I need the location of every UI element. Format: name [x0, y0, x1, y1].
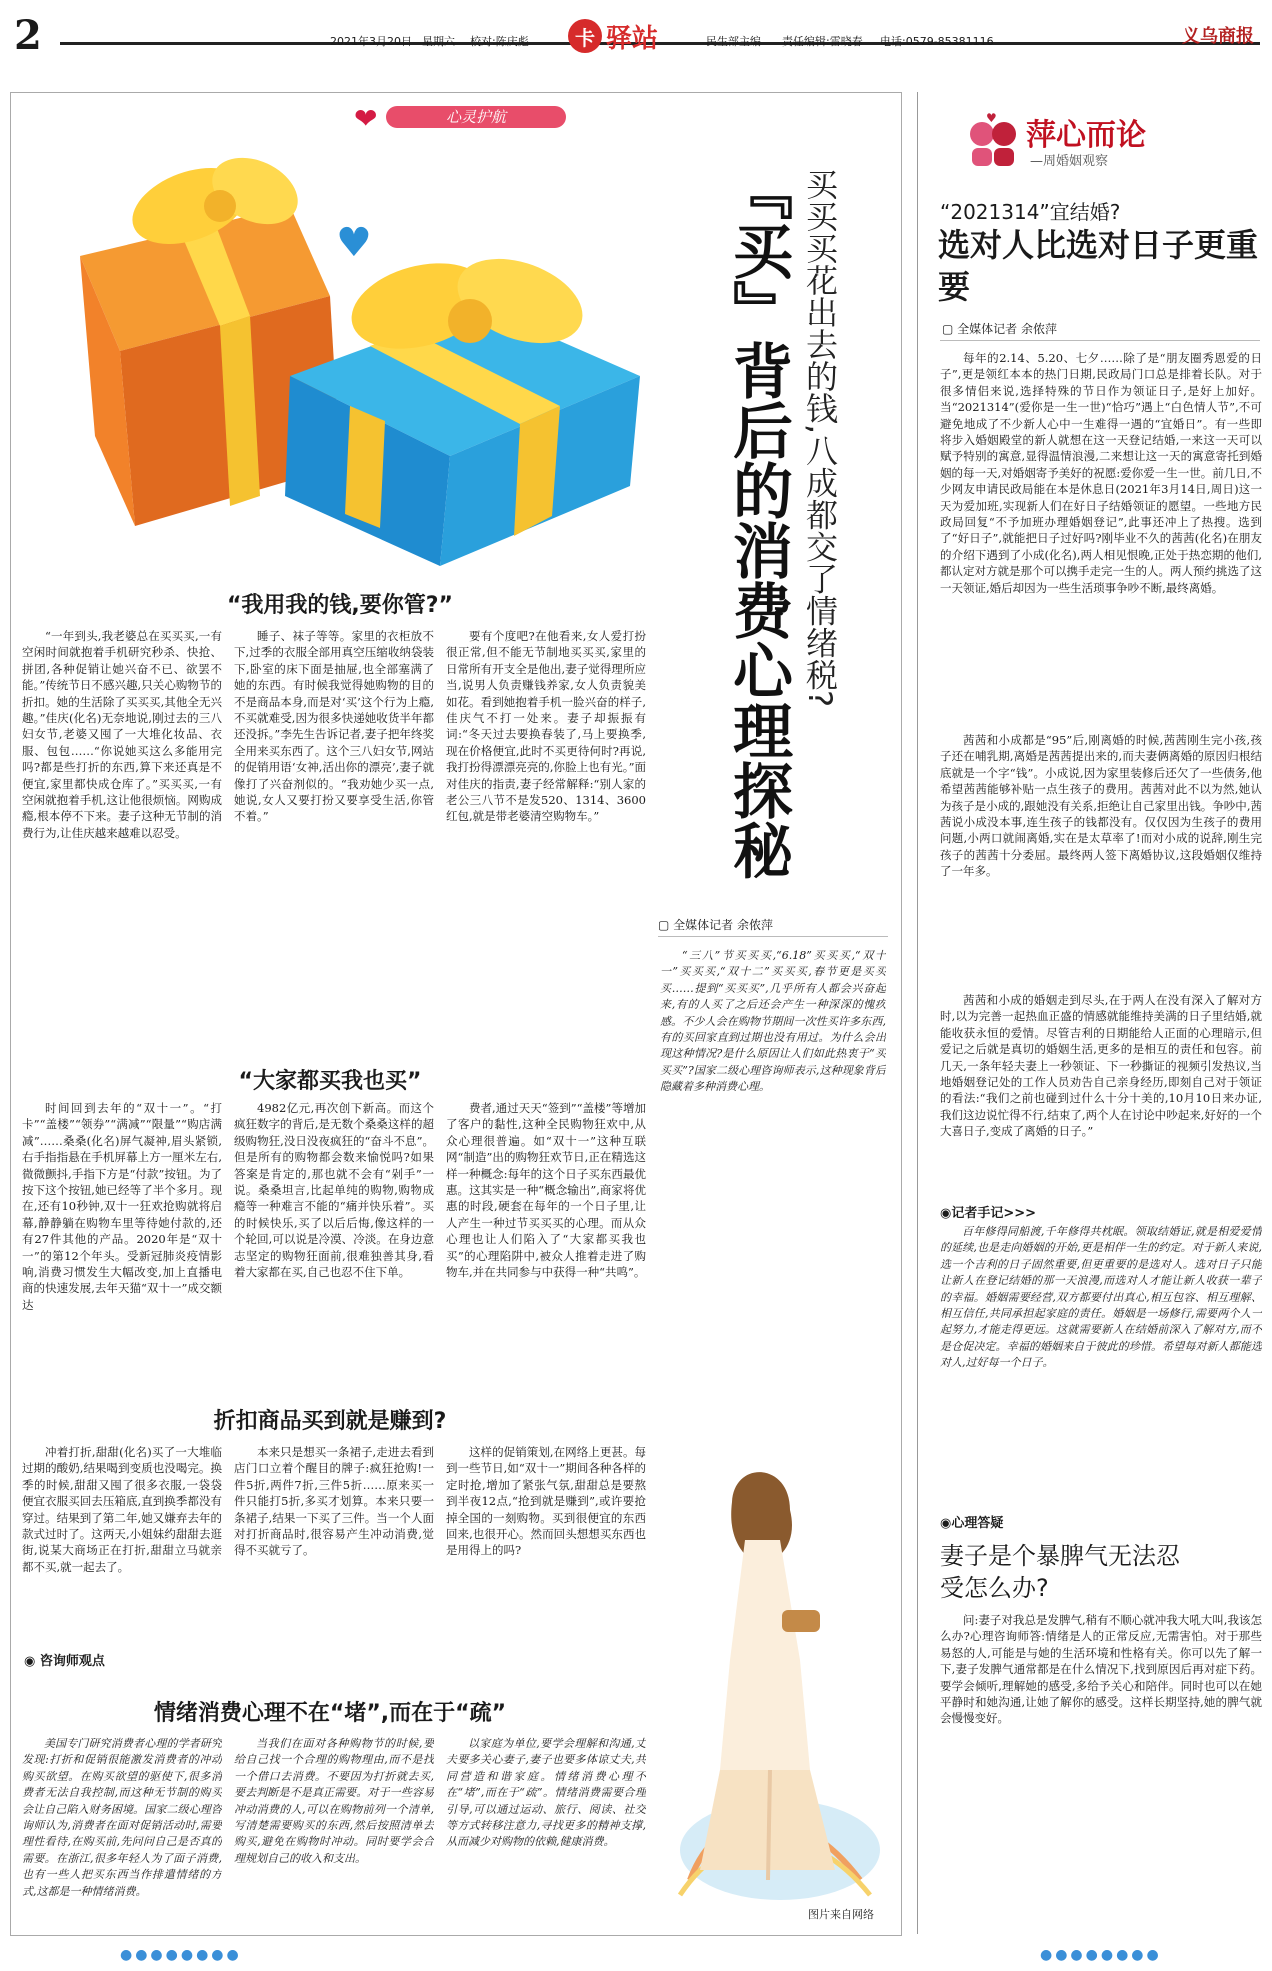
paper-logo: 义乌商报	[1182, 26, 1254, 47]
weekday: 星期六	[422, 35, 455, 48]
host: 民生部主编	[706, 35, 761, 48]
article-body: 每年的2.14、5.20、七夕……除了是“朋友圈秀恩爱的日子”,更是领红本本的热门日期,民政局门口总是排着长队。对于很多情侣来说,选择特殊的节日作为领证日子,是好上加好。当“2021314”(爱你是一生一世)“恰巧”遇上“白色情人节”,不可避免地成了不少新人心中一生难得一遇的“宜婚日”。有一些即将步入婚姻殿堂的新人就想在这一天登记结婚,一来这一天可以赋予特别的寓意,显得温情浪漫,二来想让这一天的寓意寄托到婚姻的每一天,对婚姻寄予美好的祝愿:爱你爱一生一世。前几日,不少网友申请民政局能在本是休息日(2021年3月14日,周日)这一天为爱加班,实现新人们在好日子结婚领证的愿望。一些地方民政局回复“不予加班办理婚姻登记”,此事还冲上了热搜。选到了“好日子”,就能把日子过好吗?刚毕业不久的茜茜(化名)在朋友的介绍下遇到了小成(化名),两人相见恨晚,正处于热恋期的他们,都认定对方就是那个可以携手走完一生的人。两人预约挑选了这一天领证,婚后却因为一些生活琐事争吵不断,最终离婚。	[940, 351, 1262, 595]
right-column-sub: —周婚姻观察	[1030, 154, 1109, 169]
phone: 电话:0579-85381116	[880, 35, 994, 48]
article-body: 茜茜和小成都是“95”后,刚离婚的时候,茜茜刚生完小孩,孩子还在哺乳期,离婚是茜茜提出来的,而夫妻俩离婚的原因归根结底就是一个字“钱”。小成说,因为家里装修后还欠了一些债务,他希望茜茜能够补贴一点生孩子的费用。茜茜对此不以为然,她认为孩子是小成的,跟她没有关系,拒绝让自己家里出钱。争吵中,茜茜说小成没本事,连生孩子的钱都没有。仅仅因为生孩子的费用问题,小两口就闹离婚,实在是太草率了!而对小成的说辞,刚生完孩子的茜茜十分委屈。最终两人签下离婚协议,这段婚姻仅维持了一年多。	[940, 733, 1262, 879]
section-body-col: 时间回到去年的“双十一”。“打卡”“盖楼”“领券”“满减”“限量”“购店满减”……桑桑(化名)屏气凝神,眉头紧锁,右手指指悬在手机屏幕上方一厘米左右,微微颤抖,手指下方是“付款”按钮。为了按下这个按钮,她已经等了半个多月。现在,还有10秒钟,双十一狂欢抢购就将启幕,静静躺在购物车里等待她付款的,还有27件其他的产品。2020年是“双十一”的第12个年头。受新冠肺炎疫情影响,消费习惯发生大幅改变,加上直播电商的快速发展,去年天猫“双十一”成交额达	[22, 1101, 222, 1312]
article-kicker: “2021314”宜结婚?	[940, 200, 1121, 224]
right-column-label: 萍心而论	[1026, 118, 1146, 153]
section-title: “大家都买我也买”	[238, 1069, 422, 1094]
section-body-col: “一年到头,我老婆总在买买买,一有空闲时间就抱着手机研究秒杀、快抢、拼团,各种促销让她兴奋不已、欲罢不能。”传统节日不感兴趣,只关心购物节的折扣。她的生活除了买买买,其他全无兴趣。”佳庆(化名)无奈地说,刚过去的三八妇女节,老婆又囤了一大堆化妆品、衣服、包包……“你说她买这么多能用完吗?都是些打折的东西,算下来还真是不便宜,家里都快成仓库了。”买买买,一有空闲就抱着手机,这让他很烦恼。网购成瘾,根本停不下来。妻子这种无节制的消费行为,让佳庆越来越难以忍受。	[22, 629, 222, 840]
article-title: 选对人比选对日子更重要	[938, 226, 1259, 306]
svg-text:♥: ♥	[986, 111, 997, 125]
proofreader: 校对:陈庆彪	[470, 35, 529, 48]
byline-rule	[658, 936, 888, 937]
qa-title: 妻子是个暴脾气无法忍受怎么办?	[940, 1542, 1180, 1602]
byline-rule	[940, 340, 1260, 341]
footer-dots: ●●●●●●●●	[1040, 1947, 1162, 1963]
woman-illustration	[650, 1440, 890, 1920]
section-body-col: 本来只是想买一条裙子,走进去看到店门口立着个醒目的牌子:疯狂抢购!一件5折,两件7折,三件5折……原来买一件只能打5折,多买才划算。本来只要一条裙子,结果一下买了三件。当一个人面对打折商品时,很容易产生冲动消费,觉得不买就亏了。	[234, 1445, 434, 1558]
consult-tag: ◉ 咨询师观点	[24, 1654, 105, 1669]
article-body: 茜茜和小成的婚姻走到尽头,在于两人在没有深入了解对方时,以为完善一起热血正盛的情感就能维持美满的日子里结婚,就能收获永恒的爱情。尽管吉利的日期能给人正面的心理暗示,但爱记之后就是真切的婚姻生活,更多的是相互的责任和包容。前几天,一条年轻夫妻上一秒领证、下一秒撕证的视频引发热议,当地婚姻登记处的工作人员劝告自己亲身经历,即刻自己对于领证的看法:“我们之前也碰到过什么十分十美的,10月10日来办证,我们这边说忙得不行,结束了,两个人在讨论中吵起来,好好的一个大喜日子,变成了离婚的日子。”	[940, 993, 1262, 1139]
commentary-body: 百年修得同船渡,千年修得共枕眠。领取结婚证,就是相爱爱情的延续,也是走向婚姻的开始,更是相伴一生的约定。对于新人来说,选一个吉利的日子固然重要,但更重要的是选对人。选对日子只能让新人在登记结婚的那一天浪漫,而选对人才能让新人收获一辈子的幸福。婚姻需要经营,双方都要付出真心,相互包容、相互理解、相互信任,共同承担起家庭的责任。婚姻是一场修行,需要两个人一起努力,才能走得更远。这就需要新人在结婚前深入了解对方,而不是仓促决定。幸福的婚姻来自于彼此的珍惜。希望每对新人都能选对人,过好每一个日子。	[940, 1225, 1262, 1370]
column-header-right	[960, 108, 1190, 178]
editor: 责任编辑:雷晓春	[782, 35, 863, 48]
column-divider	[917, 92, 918, 1934]
feature-subtitle: 买买买花出去的钱,八成都交了情绪税?	[801, 168, 839, 708]
feature-byline: ▢ 全媒体记者 余侬萍	[658, 918, 773, 932]
section-body-col: 费者,通过天天“签到”“盖楼”等增加了客户的黏性,这种全民购物狂欢中,从众心理很普遍。如“双十一”这种互联网“制造”出的购物狂欢节日,正在精选这样一种概念:每年的这个日子买东西最优惠。这其实是一种“概念输出”,商家将优惠的时段,硬套在每年的一个日子里,让人产生一种过节买买买的心理。而从众心理也让人们陷入了“大家都买我也买”的心理陷阱中,被众人推着走进了购物车,并在共同参与中获得一种“共鸣”。	[446, 1101, 646, 1280]
svg-text:♥: ♥	[336, 220, 372, 266]
section-name: 驿站	[606, 23, 659, 54]
consult-col: 美国专门研究消费者心理的学者研究发现:打折和促销很能激发消费者的冲动购买欲望。在购买欲望的驱使下,很多消费者无法自我控制,而这种无节制的购买会让自己陷入财务困境。国家二级心理咨询师认为,消费者在面对促销活动时,需要理性看待,在购买前,先问问自己是否真的需要。在浙江,很多年轻人为了面子消费,也有一些人把买东西当作排遣情绪的方式,这都是一种情绪消费。	[22, 1737, 222, 1898]
consult-col: 以家庭为单位,要学会理解和沟通,丈夫要多关心妻子,妻子也要多体谅丈夫,共同营造和谐家庭。情绪消费心理不在“堵”,而在于“疏”。情绪消费需要合理引导,可以通过运动、旅行、阅读、社交等方式转移注意力,寻找更多的精神支撑,从而减少对购物的依赖,健康消费。	[446, 1737, 646, 1849]
heart-icon: ❤	[354, 102, 378, 135]
section-title: “我用我的钱,要你管?”	[226, 593, 454, 618]
section-body-col: 4982亿元,再次创下新高。而这个疯狂数字的背后,是无数个桑桑这样的超级购物狂,没日没夜疯狂的“奋斗不息”。但是所有的购物都会数来愉悦吗?如果答案是肯定的,那也就不会有“剁手”一说。桑桑坦言,比起单纯的购物,购物成瘾等一种难言不能的“痛并快乐着”。买的时候快乐,买了以后后悔,像这样的一个轮回,可以说是冷漠、冷淡。在身边意志坚定的购物狂面前,很难独善其身,看着大家都在买,自己也忍不住下单。	[234, 1101, 434, 1280]
section-body-col: 要有个度吧?在他看来,女人爱打扮很正常,但不能无节制地买买买,家里的日常所有开支全是他出,妻子觉得理所应当,说男人负责赚钱养家,女人负责貌美如花。看到她抱着手机一脸兴奋的样子,佳庆气不打一处来。妻子却振振有词:“冬天过去要换春装了,马上要换季,现在价格便宜,此时不买更待何时?再说,我打扮得漂漂亮亮的,你脸上也有光。”面对佳庆的指责,妻子经常解释:“别人家的老公三八节不是发520、1314、3600红包,就是带老婆清空购物车。”	[446, 629, 646, 824]
photo-credit: 图片来自网络	[808, 1908, 874, 1921]
page-number: 2	[14, 12, 42, 59]
consult-title: 情绪消费心理不在“堵”,而在于“疏”	[153, 1701, 507, 1726]
footer-dots: ●●●●●●●●	[120, 1947, 242, 1963]
section-title: 折扣商品买到就是赚到?	[213, 1409, 447, 1434]
consult-col: 当我们在面对各种购物节的时候,要给自己找一个合理的购物理由,而不是找一个借口去消费。不要因为打折就去买,要去判断是不是真正需要。对于一些容易冲动消费的人,可以在购物前列一个清单,写清楚需要购买的东西,然后按照清单去购买,避免在购物时冲动。同时要学会合理规划自己的收入和支出。	[234, 1737, 434, 1865]
article-byline: ▢ 全媒体记者 余侬萍	[942, 322, 1057, 336]
header-rule	[60, 42, 1260, 45]
commentary-tag: ◉记者手记>>>	[940, 1206, 1037, 1221]
section-body-col: 这样的促销策划,在网络上更甚。每到一些节日,如“双十一”期间各种各样的定时抢,增加了紧张气氛,甜甜总是要熬到半夜12点,“抢到就是赚到”,或许要抢掉全国的一刻购物。买到很便宜的东西回来,也很开心。然而回头想想买东西也是用得上的吗?	[446, 1445, 646, 1558]
section-body-col: 睡子、袜子等等。家里的衣柜放不下,过季的衣服全部用真空压缩收纳袋装下,卧室的床下面是抽屉,也全部塞满了她的东西。有时候我觉得她购物的目的不是商品本身,而是对‘买’这个行为上瘾,不买就难受,因为很多快递她收货半年都还没拆。”李先生告诉记者,妻子把年终奖全用来买东西了。这个三八妇女节,网站的促销用语‘女神,活出你的漂亮’,妻子就像打了兴奋剂似的。“我劝她少买一点,她说,女人又要打扮又要享受生活,你管不着。”	[234, 629, 434, 824]
qa-tag: ◉心理答疑	[940, 1516, 1004, 1531]
qa-body: 问:妻子对我总是发脾气,稍有不顺心就冲我大吼大叫,我该怎么办?心理咨询师答:情绪是人的正常反应,无需害怕。对于那些易怒的人,可能是与她的生活环境和性格有关。你可以先了解一下,妻子发脾气通常都是在什么情况下,找到原因后再对症下药。要学会倾听,理解她的感受,多给予关心和陪伴。同时也可以在她平静时和她沟通,让她了解你的感受。这样长期坚持,她的脾气就会慢慢变好。	[940, 1613, 1262, 1726]
section-brand	[568, 18, 658, 54]
issue-date: 2021年3月20日	[330, 35, 412, 48]
section-badge-icon: 卡	[568, 19, 602, 53]
column-label: 心灵护航	[386, 106, 566, 128]
column-header	[350, 102, 570, 135]
intro-sidebar: “三八”节买买买,“6.18”买买买,“双十一”买买买,“双十二”买买买,春节更是买买买……提到“买买买”,几乎所有人都会兴奋起来,有的人买了之后还会产生一种深深的愧疚感。不少人会在购物节期间一次性买许多东西,有的买回家直到过期也没有用过。为什么会出现这种情况?是什么原因让人们如此热衷于“买买买”?国家二级心理咨询师表示,这种现象背后隐藏着多种消费心理。	[660, 949, 886, 1094]
section-body-col: 冲着打折,甜甜(化名)买了一大堆临过期的酸奶,结果喝到变质也没喝完。换季的时候,甜甜又囤了很多衣服,一袋袋便宜衣服买回去压箱底,直到换季都没有穿过。结果到了第二年,她又嫌弃去年的款式过时了。这两天,小姐妹约甜甜去逛街,说某大商场正在打折,甜甜立马就亲都不买,就一起去了。	[22, 1445, 222, 1574]
gift-boxes-illustration	[40, 136, 650, 576]
feature-title: 『买』背后的消费心理探秘	[723, 160, 793, 880]
couple-icon	[960, 108, 1024, 172]
